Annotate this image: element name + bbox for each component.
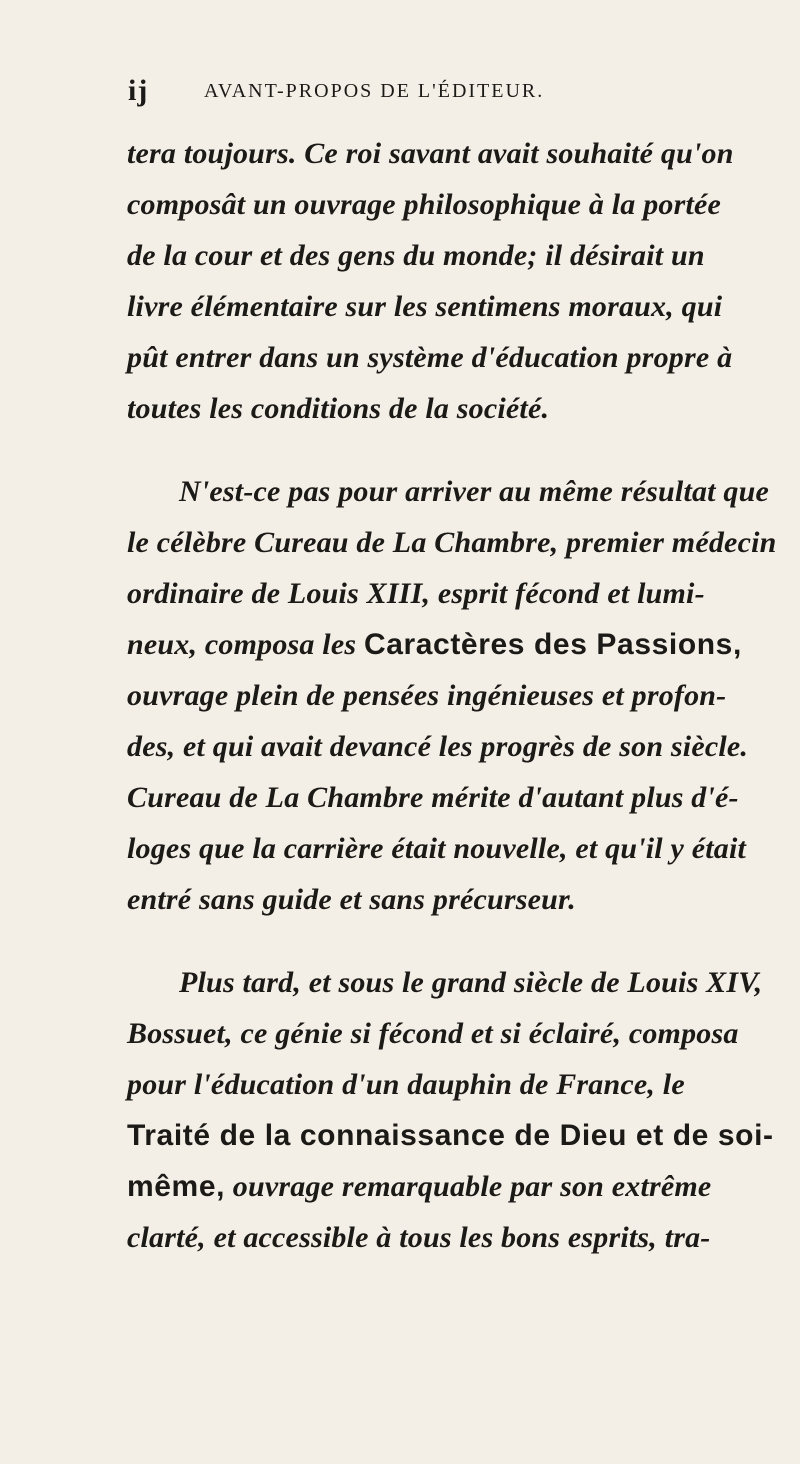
text-line: toutes les conditions de la société.	[127, 392, 550, 425]
text-line: des, et qui avait devancé les progrès de son siècle.	[127, 730, 749, 763]
text-line: N'est-ce pas pour arriver au même résultat que	[179, 475, 770, 508]
text-line: Plus tard, et sous le grand siècle de Louis XIV,	[179, 966, 763, 999]
text-line: ordinaire de Louis XIII, esprit fécond et lumi-	[127, 577, 705, 610]
text-line: livre élémentaire sur les sentimens moraux, qui	[127, 290, 723, 323]
book-title-caracteres-des-passions: Caractères des Passions,	[363, 628, 742, 661]
text-line: ouvrage plein de pensées ingénieuses et profon-	[127, 679, 727, 712]
text-line: pût entrer dans un système d'éducation propre à	[127, 341, 733, 374]
text-line: entré sans guide et sans précurseur.	[127, 883, 576, 916]
text-line: le célèbre Cureau de La Chambre, premier médecin	[127, 526, 777, 559]
paragraph-spacer	[127, 925, 675, 957]
paragraph-3	[127, 957, 774, 1263]
running-title: AVANT-PROPOS DE L'ÉDITEUR.	[204, 80, 545, 102]
text-line: loges que la carrière était nouvelle, et qu'il y était	[127, 832, 747, 865]
page-number: ij	[128, 74, 149, 107]
book-title-traite: Traité de la connaissance de Dieu et de soi-	[127, 1119, 774, 1152]
text-line: de la cour et des gens du monde; il désirait un	[127, 239, 705, 272]
book-title-traite-end: même,	[127, 1170, 226, 1203]
text-line: composât un ouvrage philosophique à la portée	[127, 188, 722, 221]
text-line: clarté, et accessible à tous les bons esprits, tra-	[127, 1221, 711, 1254]
text-line: Bossuet, ce génie si fécond et si éclairé, composa	[127, 1017, 739, 1050]
paragraph-spacer	[127, 434, 675, 466]
paragraph-1	[127, 128, 734, 434]
text-italic: ouvrage remarquable par son extrême	[232, 1170, 712, 1203]
paragraph-2	[127, 466, 777, 925]
text-line	[127, 619, 742, 670]
body-text	[127, 128, 777, 1263]
text-line: pour l'éducation d'un dauphin de France, le	[127, 1068, 685, 1101]
text-line: Cureau de La Chambre mérite d'autant plus d'é-	[127, 781, 739, 814]
text-italic: neux, composa les	[127, 628, 357, 661]
running-header	[128, 74, 688, 108]
text-line: tera toujours. Ce roi savant avait souhaité qu'on	[127, 137, 734, 170]
text-line	[127, 1161, 712, 1212]
